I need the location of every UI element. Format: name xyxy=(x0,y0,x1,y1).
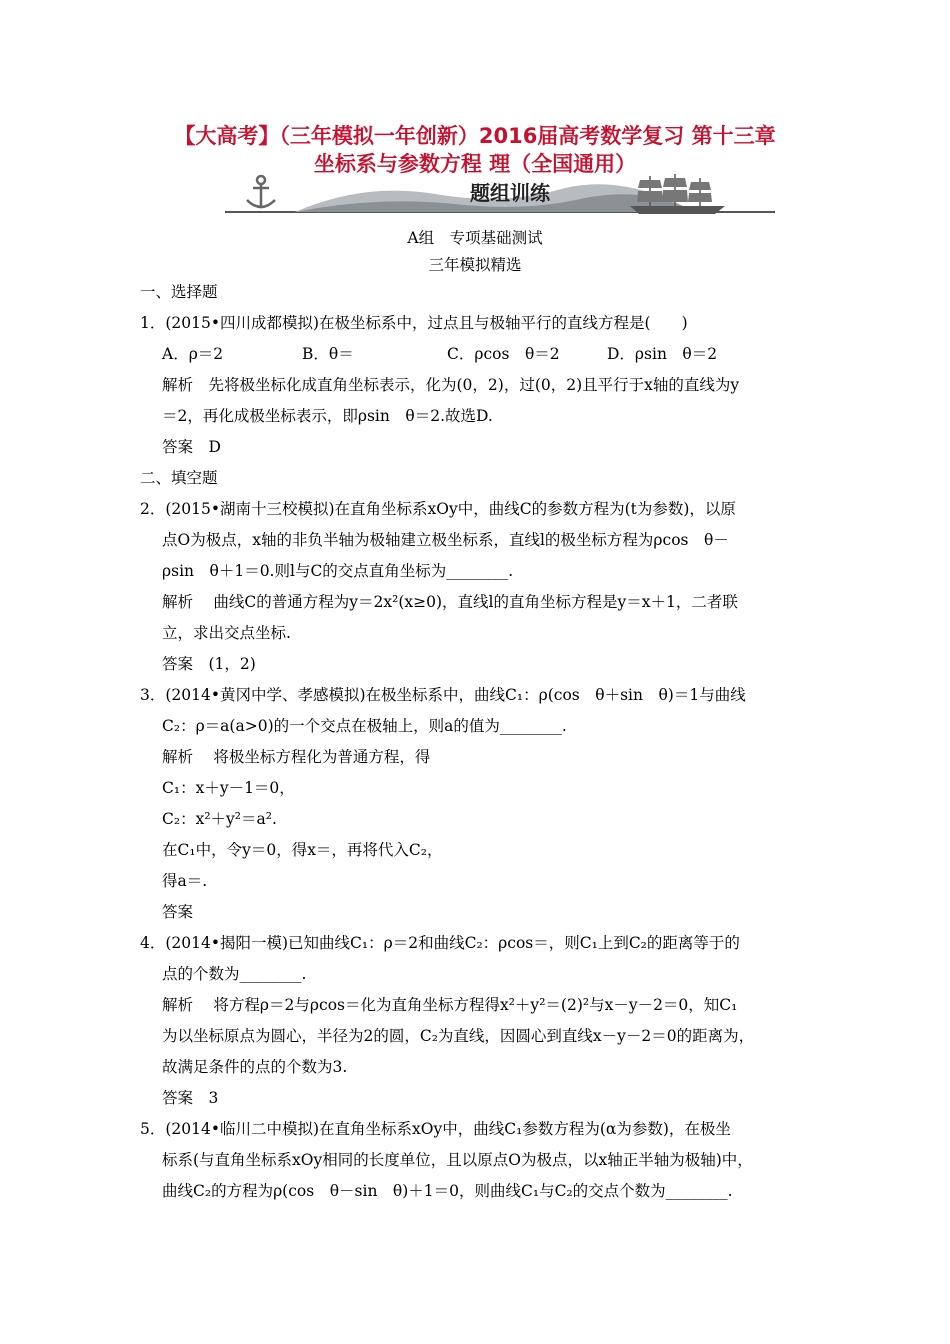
option-b: B．θ＝ xyxy=(302,345,354,363)
question-4-answer: 答案 3 xyxy=(162,1089,219,1107)
question-4-analysis-line-2: 为以坐标原点为圆心，半径为2的圆，C₂为直线，因圆心到直线x－y－2＝0的距离为， xyxy=(162,1027,755,1045)
question-5-line-2: 标系(与直角坐标系xOy相同的长度单位，且以原点O为极点，以x轴正半轴为极轴)中， xyxy=(162,1151,753,1169)
option-a: A．ρ＝2 xyxy=(162,345,224,363)
exercise-banner xyxy=(225,172,775,218)
question-1-stem: 1．(2015•四川成都模拟)在极坐标系中，过点且与极轴平行的直线方程是( ) xyxy=(140,314,688,332)
question-5-line-3: 曲线C₂的方程为ρ(cos θ－sin θ)＋1＝0，则曲线C₁与C₂的交点个数为________. xyxy=(162,1182,733,1200)
question-2-answer: 答案 (1，2) xyxy=(162,655,256,673)
question-2-line-1: 2．(2015•湖南十三校模拟)在直角坐标系xOy中，曲线C的参数方程为(t为参数)，以原 xyxy=(140,500,736,518)
question-3-line-1: 3．(2014•黄冈中学、孝感模拟)在极坐标系中，曲线C₁：ρ(cos θ＋sin θ)＝1与曲线 xyxy=(140,686,746,704)
option-d: D．ρsin θ＝2 xyxy=(607,345,718,363)
question-4-line-1: 4．(2014•揭阳一模)已知曲线C₁：ρ＝2和曲线C₂：ρcos＝，则C₁上到C₂的距离等于的 xyxy=(140,934,740,952)
document-title-line-2: 坐标系与参数方程 理（全国通用） xyxy=(313,152,637,176)
anchor-icon xyxy=(247,176,275,208)
question-2-analysis-line-1: 解析 曲线C的普通方程为y＝2x²(x≥0)，直线l的直角坐标方程是y＝x＋1，二者联 xyxy=(162,593,738,611)
question-3-analysis-line-2: C₁：x＋y－1＝0， xyxy=(162,779,295,797)
document-title-line-1: 【大高考】（三年模拟一年创新）2016届高考数学复习 第十三章 xyxy=(174,124,776,148)
banner-label: 题组训练 xyxy=(470,181,550,205)
question-2-analysis-line-2: 立，求出交点坐标. xyxy=(162,624,291,642)
group-heading: A组 专项基础测试 xyxy=(407,229,543,247)
question-4-line-2: 点的个数为________. xyxy=(162,965,307,983)
question-3-answer: 答案 xyxy=(162,903,194,921)
section-heading-choice: 一、选择题 xyxy=(140,283,218,301)
question-3-analysis-line-1: 解析 将极坐标方程化为普通方程，得 xyxy=(162,748,431,766)
question-1-analysis-line-1: 解析 先将极坐标化成直角坐标表示，化为(0，2)，过(0，2)且平行于x轴的直线为y xyxy=(162,376,740,394)
question-3-line-2: C₂：ρ＝a(a>0)的一个交点在极轴上，则a的值为________. xyxy=(162,717,567,735)
group-subheading: 三年模拟精选 xyxy=(428,256,522,274)
question-1-analysis-line-2: ＝2，再化成极坐标表示，即ρsin θ＝2.故选D. xyxy=(162,407,493,425)
question-3-analysis-line-3: C₂：x²＋y²＝a². xyxy=(162,810,277,828)
question-4-analysis-line-3: 故满足条件的点的个数为3. xyxy=(162,1058,348,1076)
question-4-analysis-line-1: 解析 将方程ρ＝2与ρcos＝化为直角坐标方程得x²＋y²＝(2)²与x－y－2＝0，知C₁ xyxy=(162,996,738,1014)
question-3-analysis-line-4: 在C₁中，令y＝0，得x＝，再将代入C₂， xyxy=(162,841,443,859)
question-2-line-2: 点O为极点，x轴的非负半轴为极轴建立极坐标系，直线l的极坐标方程为ρcos θ－ xyxy=(162,531,729,549)
question-1-answer: 答案 D xyxy=(162,438,221,456)
sailing-ship-icon xyxy=(630,174,725,214)
option-c: C．ρcos θ＝2 xyxy=(447,345,560,363)
question-5-line-1: 5．(2014•临川二中模拟)在直角坐标系xOy中，曲线C₁参数方程为(α为参数)，在极坐 xyxy=(140,1120,731,1138)
question-3-analysis-line-5: 得a＝. xyxy=(162,872,208,890)
section-heading-fill: 二、填空题 xyxy=(140,469,218,487)
question-2-line-3: ρsin θ＋1＝0.则l与C的交点直角坐标为________. xyxy=(162,562,514,580)
